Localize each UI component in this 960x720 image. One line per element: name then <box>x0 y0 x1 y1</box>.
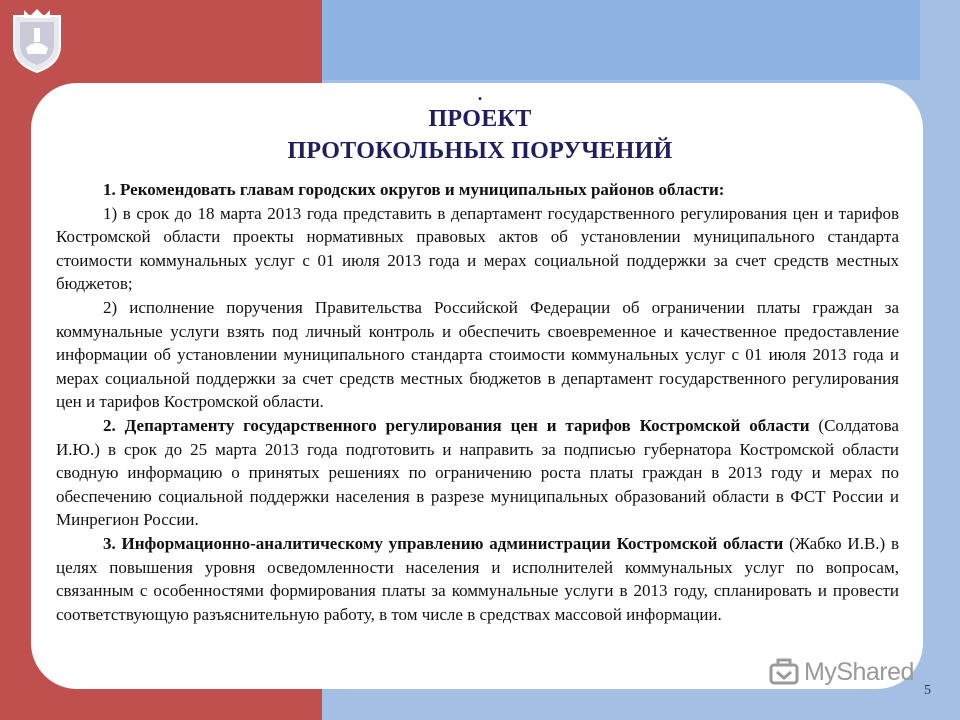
item-2 <box>56 414 899 532</box>
page-subtitle: ПРОТОКОЛЬНЫХ ПОРУЧЕНИЙ <box>287 138 673 164</box>
item-1-point-2: 2) исполнение поручения Правительства Российской Федерации об ограничении платы граждан за коммунальные услуги взять под личный контроль и обеспечить своевременное и качественное предоставление информации об установлении муниципального стандарта стоимости коммунальных услуг с 01 июля 2013 года и мерах социальной поддержки за счет средств местных бюджетов в департамент государственного регулирования цен и тарифов Костромской области. <box>56 297 899 412</box>
watermark-text: MyShared <box>804 658 914 686</box>
item-3-heading: 3. Информационно-аналитическому управлению администрации Костромской области <box>103 533 784 553</box>
item-2-text: (Солдатова И.Ю.) в срок до 25 марта 2013 года подготовить и направить за подписью губернатора Костромской области сводную информацию о принятых решениях по ограничению роста платы граждан в 2013 году и мерах по обеспечению социальной поддержки населения в разрезе муниципальных образований области в ФСТ России и Минрегион России. <box>56 415 899 530</box>
coat-of-arms-icon <box>10 8 64 74</box>
page-title: ПРОЕКТ <box>428 106 532 132</box>
watermark <box>768 654 928 694</box>
item-3 <box>56 532 899 626</box>
protocol-text <box>56 178 899 626</box>
page-number: 5 <box>924 683 931 698</box>
title-dot: . <box>477 84 483 104</box>
item-3-text: (Жабко И.В.) в целях повышения уровня осведомленности населения и исполнителей коммунальных услуг по вопросам, связанным с особенностями формирования платы за коммунальные услуги в 2013 году, спланировать и провести соответствующую разъяснительную работу, в том числе в средствах массовой информации. <box>56 533 899 624</box>
right-top-band <box>322 0 920 80</box>
myshared-logo-icon <box>768 656 800 688</box>
item-1-point-1: 1) в срок до 18 марта 2013 года представить в департамент государственного регулирования цен и тарифов Костромской области проекты нормативных правовых актов об установлении муниципального стандарта стоимости коммунальных услуг с 01 июля 2013 года и мерах социальной поддержки за счет средств местных бюджетов; <box>56 203 899 294</box>
item-1-heading: 1. Рекомендовать главам городских округов и муниципальных районов области: <box>103 180 725 199</box>
item-2-heading: 2. Департаменту государственного регулирования цен и тарифов Костромской области <box>103 415 810 435</box>
